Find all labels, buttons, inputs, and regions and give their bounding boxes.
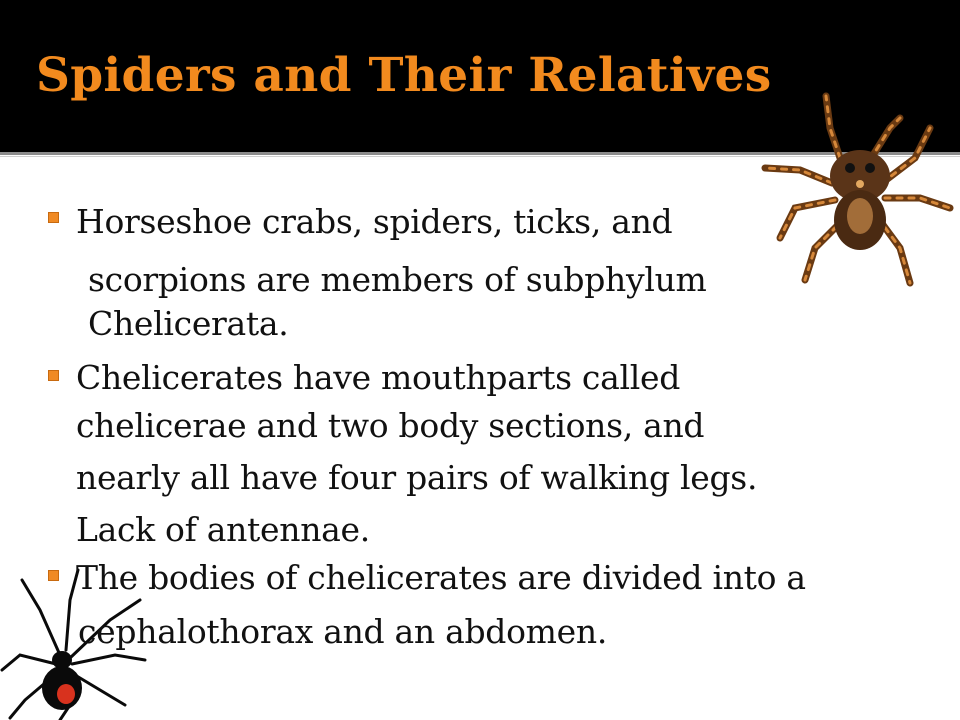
bullet-2-line-3: nearly all have four pairs of walking legs. [76, 458, 758, 497]
bullet-2-line-2: chelicerae and two body sections, and [76, 406, 705, 445]
bullet-marker [48, 370, 59, 381]
bullet-marker [48, 212, 59, 223]
slide-title: Spiders and Their Relatives [36, 48, 772, 103]
bullet-1-line-3: Chelicerata. [88, 304, 289, 343]
bullet-1-line-1: Horseshoe crabs, spiders, ticks, and [76, 202, 673, 241]
bullet-3-line-1: The bodies of chelicerates are divided into a [76, 558, 806, 597]
bullet-marker [48, 570, 59, 581]
bullet-3-line-2: cephalothorax and an abdomen. [78, 612, 608, 651]
bullet-2-line-1: Chelicerates have mouthparts called [76, 358, 681, 397]
bullet-1-line-2: scorpions are members of subphylum [88, 260, 707, 299]
bullet-2-line-4: Lack of antennae. [76, 510, 370, 549]
